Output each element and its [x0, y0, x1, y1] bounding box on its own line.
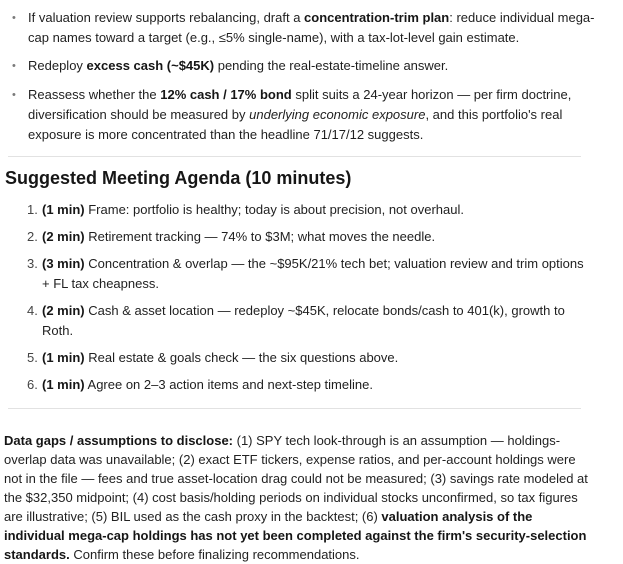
agenda-heading: Suggested Meeting Agenda (10 minutes) [5, 168, 352, 188]
bullet-text: Redeploy [28, 58, 87, 73]
data-gaps-text: Confirm these before finalizing recommendations. [69, 547, 360, 562]
bullet-dot-icon: • [12, 89, 16, 101]
agenda-duration: (2 min) [42, 229, 85, 244]
agenda-number: 4. [27, 303, 38, 318]
agenda-item [0, 301, 623, 341]
bullet-bold: concentration-trim plan [304, 10, 450, 25]
agenda-item [0, 375, 623, 395]
agenda-text: Real estate & goals check — the six questions above. [84, 350, 399, 365]
bullet-bold: excess cash (~$45K) [86, 58, 215, 73]
agenda-number: 2. [27, 229, 38, 244]
agenda-list [0, 200, 623, 395]
bullet-text: split suits a 24-year horizon — per firm doctrine, diversification should be measured by [28, 87, 572, 122]
agenda-duration: (1 min) [42, 377, 85, 392]
agenda-number: 3. [27, 256, 38, 271]
agenda-text: Retirement tracking — 74% to $3M; what moves the needle. [84, 229, 436, 244]
agenda-text: Frame: portfolio is healthy; today is about precision, not overhaul. [84, 202, 464, 217]
data-gaps-text: (1) SPY tech look-through is an assumption — holdings-overlap data was unavailable; (2) exact ETF tickers, expense ratios, and per-account holdings were not in the file — fees and true asset-location drag could not be measured; (3) savings rate modeled at the $32,350 midpoint; (4) cost basis/holding periods on individual stocks unconfirmed, so tax figures are illustrative; (5) BIL used as the cash proxy in the backtest; (6) [4, 433, 588, 524]
agenda-number: 1. [27, 202, 38, 217]
bullet-text: , and this portfolio's real exposure is more concentrated than the headline 71/17/12 suggests. [28, 107, 563, 142]
section-divider [8, 408, 581, 409]
data-gaps-bold: valuation analysis of the individual mega-cap holdings has not yet been completed against the firm's security-selection standards. [4, 509, 587, 562]
data-gaps-paragraph [0, 422, 623, 564]
data-gaps-label: Data gaps / assumptions to disclose: [4, 433, 233, 448]
agenda-text: Concentration & overlap — the ~$95K/21% tech bet; valuation review and trim options + FL tax cheapness. [42, 256, 584, 291]
agenda-item [0, 348, 623, 368]
bullet-dot-icon: • [12, 12, 16, 24]
action-bullet-list [0, 8, 623, 145]
bullet-bold: 12% cash / 17% bond [160, 87, 292, 102]
agenda-text: Agree on 2–3 action items and next-step timeline. [84, 377, 373, 392]
agenda-item [0, 254, 623, 294]
agenda-duration: (3 min) [42, 256, 85, 271]
bullet-text: pending the real-estate-timeline answer. [214, 58, 449, 73]
bullet-italic: underlying economic exposure [249, 107, 426, 122]
agenda-text: Cash & asset location — redeploy ~$45K, relocate bonds/cash to 401(k), growth to Roth. [42, 303, 565, 338]
agenda-duration: (1 min) [42, 350, 85, 365]
agenda-item [0, 227, 623, 247]
document-page [0, 8, 623, 562]
bullet-text: Reassess whether the [28, 87, 161, 102]
agenda-number: 6. [27, 377, 38, 392]
bullet-reassess-split [0, 85, 623, 145]
agenda-number: 5. [27, 350, 38, 365]
agenda-item [0, 200, 623, 220]
bullet-text: If valuation review supports rebalancing, draft a [28, 10, 305, 25]
bullet-concentration-trim [0, 8, 623, 48]
bullet-text: : reduce individual mega-cap names toward a target (e.g., ≤5% single-name), with a tax-lot-level gain estimate. [28, 10, 595, 45]
agenda-duration: (1 min) [42, 202, 85, 217]
agenda-duration: (2 min) [42, 303, 85, 318]
bullet-dot-icon: • [12, 60, 16, 72]
bullet-redeploy-cash [0, 56, 623, 76]
